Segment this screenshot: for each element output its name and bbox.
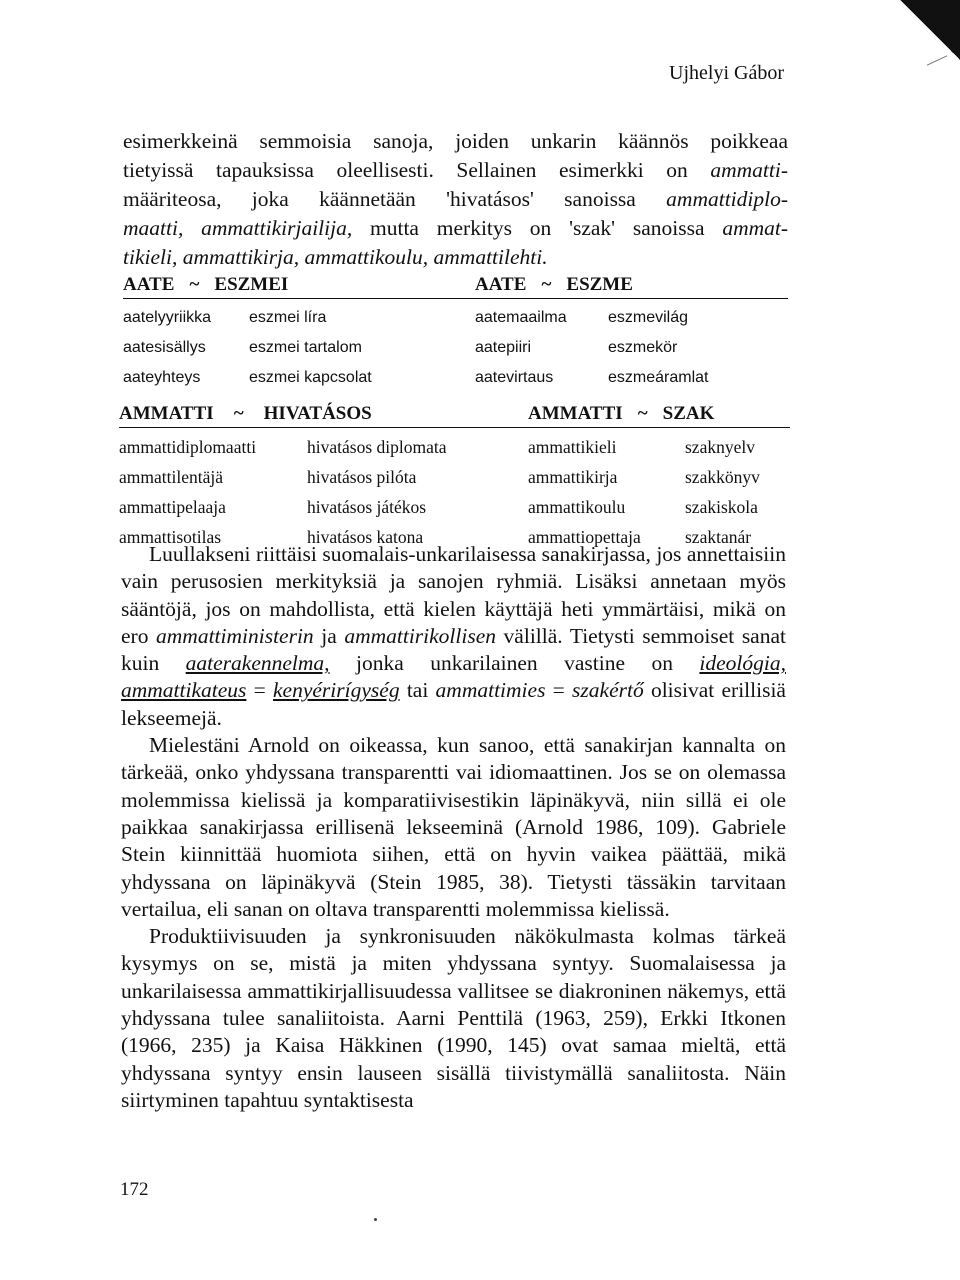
- scan-speck: [374, 1218, 377, 1221]
- table-cell: aatemaailma: [475, 309, 567, 326]
- table-cell: szakkönyv: [685, 466, 760, 487]
- table-cell: hivatásos diplomata: [307, 436, 447, 457]
- table-cell: eszmei líra: [249, 309, 327, 326]
- table-row: [119, 492, 790, 522]
- table-cell: hivatásos pilóta: [307, 466, 417, 487]
- table-cell: ammattipelaaja: [119, 496, 226, 517]
- table-cell: aatevirtaus: [475, 369, 554, 386]
- table-cell: aatepiiri: [475, 339, 532, 356]
- table-cell: aateyhteys: [123, 369, 201, 386]
- scan-corner-mark: [900, 0, 960, 60]
- table-cell: szakiskola: [685, 496, 758, 517]
- paragraph-3: Produktiivisuuden ja synkronisuuden näkökulmasta kolmas tärkeä kysymys on se, mistä ja miten yhdyssana syntyy. Suomalaisessa ja unkarilaisessa ammattikirjallisuudessa vallitsee se diakroninen näkemys, että yhdyssana tulee sanaliitoista. Aarni Penttilä (1963, 259), Erkki Itkonen (1966, 235) ja Kaisa Häkkinen (1990, 145) ovat samaa mieltä, että yhdyssana syntyy ensin lauseen sisällä tiivistymällä sanaliitosta. Näin siirtyminen tapahtuu syntaktisesta: [121, 924, 786, 1112]
- page-number: 172: [120, 1179, 149, 1200]
- table-header-row: [123, 274, 788, 299]
- table-cell: szaknyelv: [685, 436, 755, 457]
- intro-line-3: määriteosa, joka käännetään 'hivatásos' sanoissa ammattidiplo-: [123, 187, 789, 211]
- table-cell: aatelyyriikka: [123, 309, 212, 326]
- table-cell: ammattidiplomaatti: [119, 436, 257, 457]
- running-header-author: Ujhelyi Gábor: [669, 62, 784, 84]
- table-row: [123, 299, 788, 334]
- table-cell: eszmei kapcsolat: [249, 369, 372, 386]
- intro-line-1: esimerkkeinä semmoisia sanoja, joiden unkarin käännös poikkeaa: [123, 129, 788, 153]
- table-header-right: AATE ~ ESZME: [475, 274, 788, 299]
- ammatti-table: [119, 403, 790, 552]
- table-cell: eszmei tartalom: [249, 339, 362, 356]
- body-text: [121, 541, 786, 1114]
- table-header-left: AATE ~ ESZMEI: [123, 274, 475, 299]
- table-row: [119, 462, 790, 492]
- table-cell: hivatásos játékos: [307, 496, 427, 517]
- table-row: [123, 363, 788, 393]
- table-cell: eszmekör: [608, 339, 678, 356]
- table-cell: eszmeáramlat: [608, 369, 709, 386]
- paragraph-2: Mielestäni Arnold on oikeassa, kun sanoo, että sanakirjan kannalta on tärkeää, onko yhdyssana transparentti vai idiomaattinen. Jos se on olemassa molemmissa kielissä ja komparatiivisestikin läpinäkyvä, niin sillä ei ole paikkaa sanakirjassa erillisenä lekseeminä (Arnold 1986, 109). Gabriele Stein kiinnittää huomiota siihen, että on hyvin vaikea päättää, mikä yhdyssana on läpinäkyvä (Stein 1985, 38). Tietysti tässäkin tarvitaan vertailua, eli sanan on oltava transparentti molemmissa kielissä.: [121, 733, 786, 921]
- table-cell: eszmevilág: [608, 309, 689, 326]
- paragraph-1: Luullakseni riittäisi suomalais-unkarilaisessa sanakirjassa, jos annettaisiin vain perusosien merkityksiä ja sanojen ryhmiä. Lisäksi annetaan myös sääntöjä, jos on mahdollista, että kielen käyttäjä heti ymmärtäisi, mikä on ero ammattiministerin ja ammattirikollisen välillä. Tietysti semmoiset sanat kuin aaterakennelma, jonka unkarilainen vastine on ideológia, ammattikateus = kenyérirígység tai ammattimies = szakértő olisivat erillisiä lekseemejä.: [121, 542, 786, 730]
- table-cell: ammattikirja: [528, 466, 618, 487]
- table-cell: ammattisotilas: [119, 526, 222, 547]
- table-cell: ammattikoulu: [528, 496, 626, 517]
- table-row: [123, 333, 788, 363]
- table-cell: ammattiopettaja: [528, 526, 641, 547]
- intro-line-4: maatti, ammattikirjailija, mutta merkitys on 'szak' sanoissa ammat-: [123, 216, 788, 240]
- table-header-row: [119, 403, 790, 428]
- table-row: [119, 428, 790, 463]
- aate-eszme-table: [123, 274, 788, 393]
- intro-line-2: tietyissä tapauksissa oleellisesti. Sellainen esimerkki on ammatti-: [123, 158, 788, 182]
- table-header-left: AMMATTI ~ HIVATÁSOS: [119, 403, 528, 428]
- table-header-right: AMMATTI ~ SZAK: [528, 403, 790, 428]
- intro-line-5: tikieli, ammattikirja, ammattikoulu, ammattilehti.: [123, 245, 548, 269]
- table-cell: szaktanár: [685, 526, 752, 547]
- table-cell: hivatásos katona: [307, 526, 424, 547]
- table-cell: ammattikieli: [528, 436, 617, 457]
- table-cell: aatesisällys: [123, 339, 206, 356]
- intro-paragraph: [123, 127, 788, 272]
- table-cell: ammattilentäjä: [119, 466, 223, 487]
